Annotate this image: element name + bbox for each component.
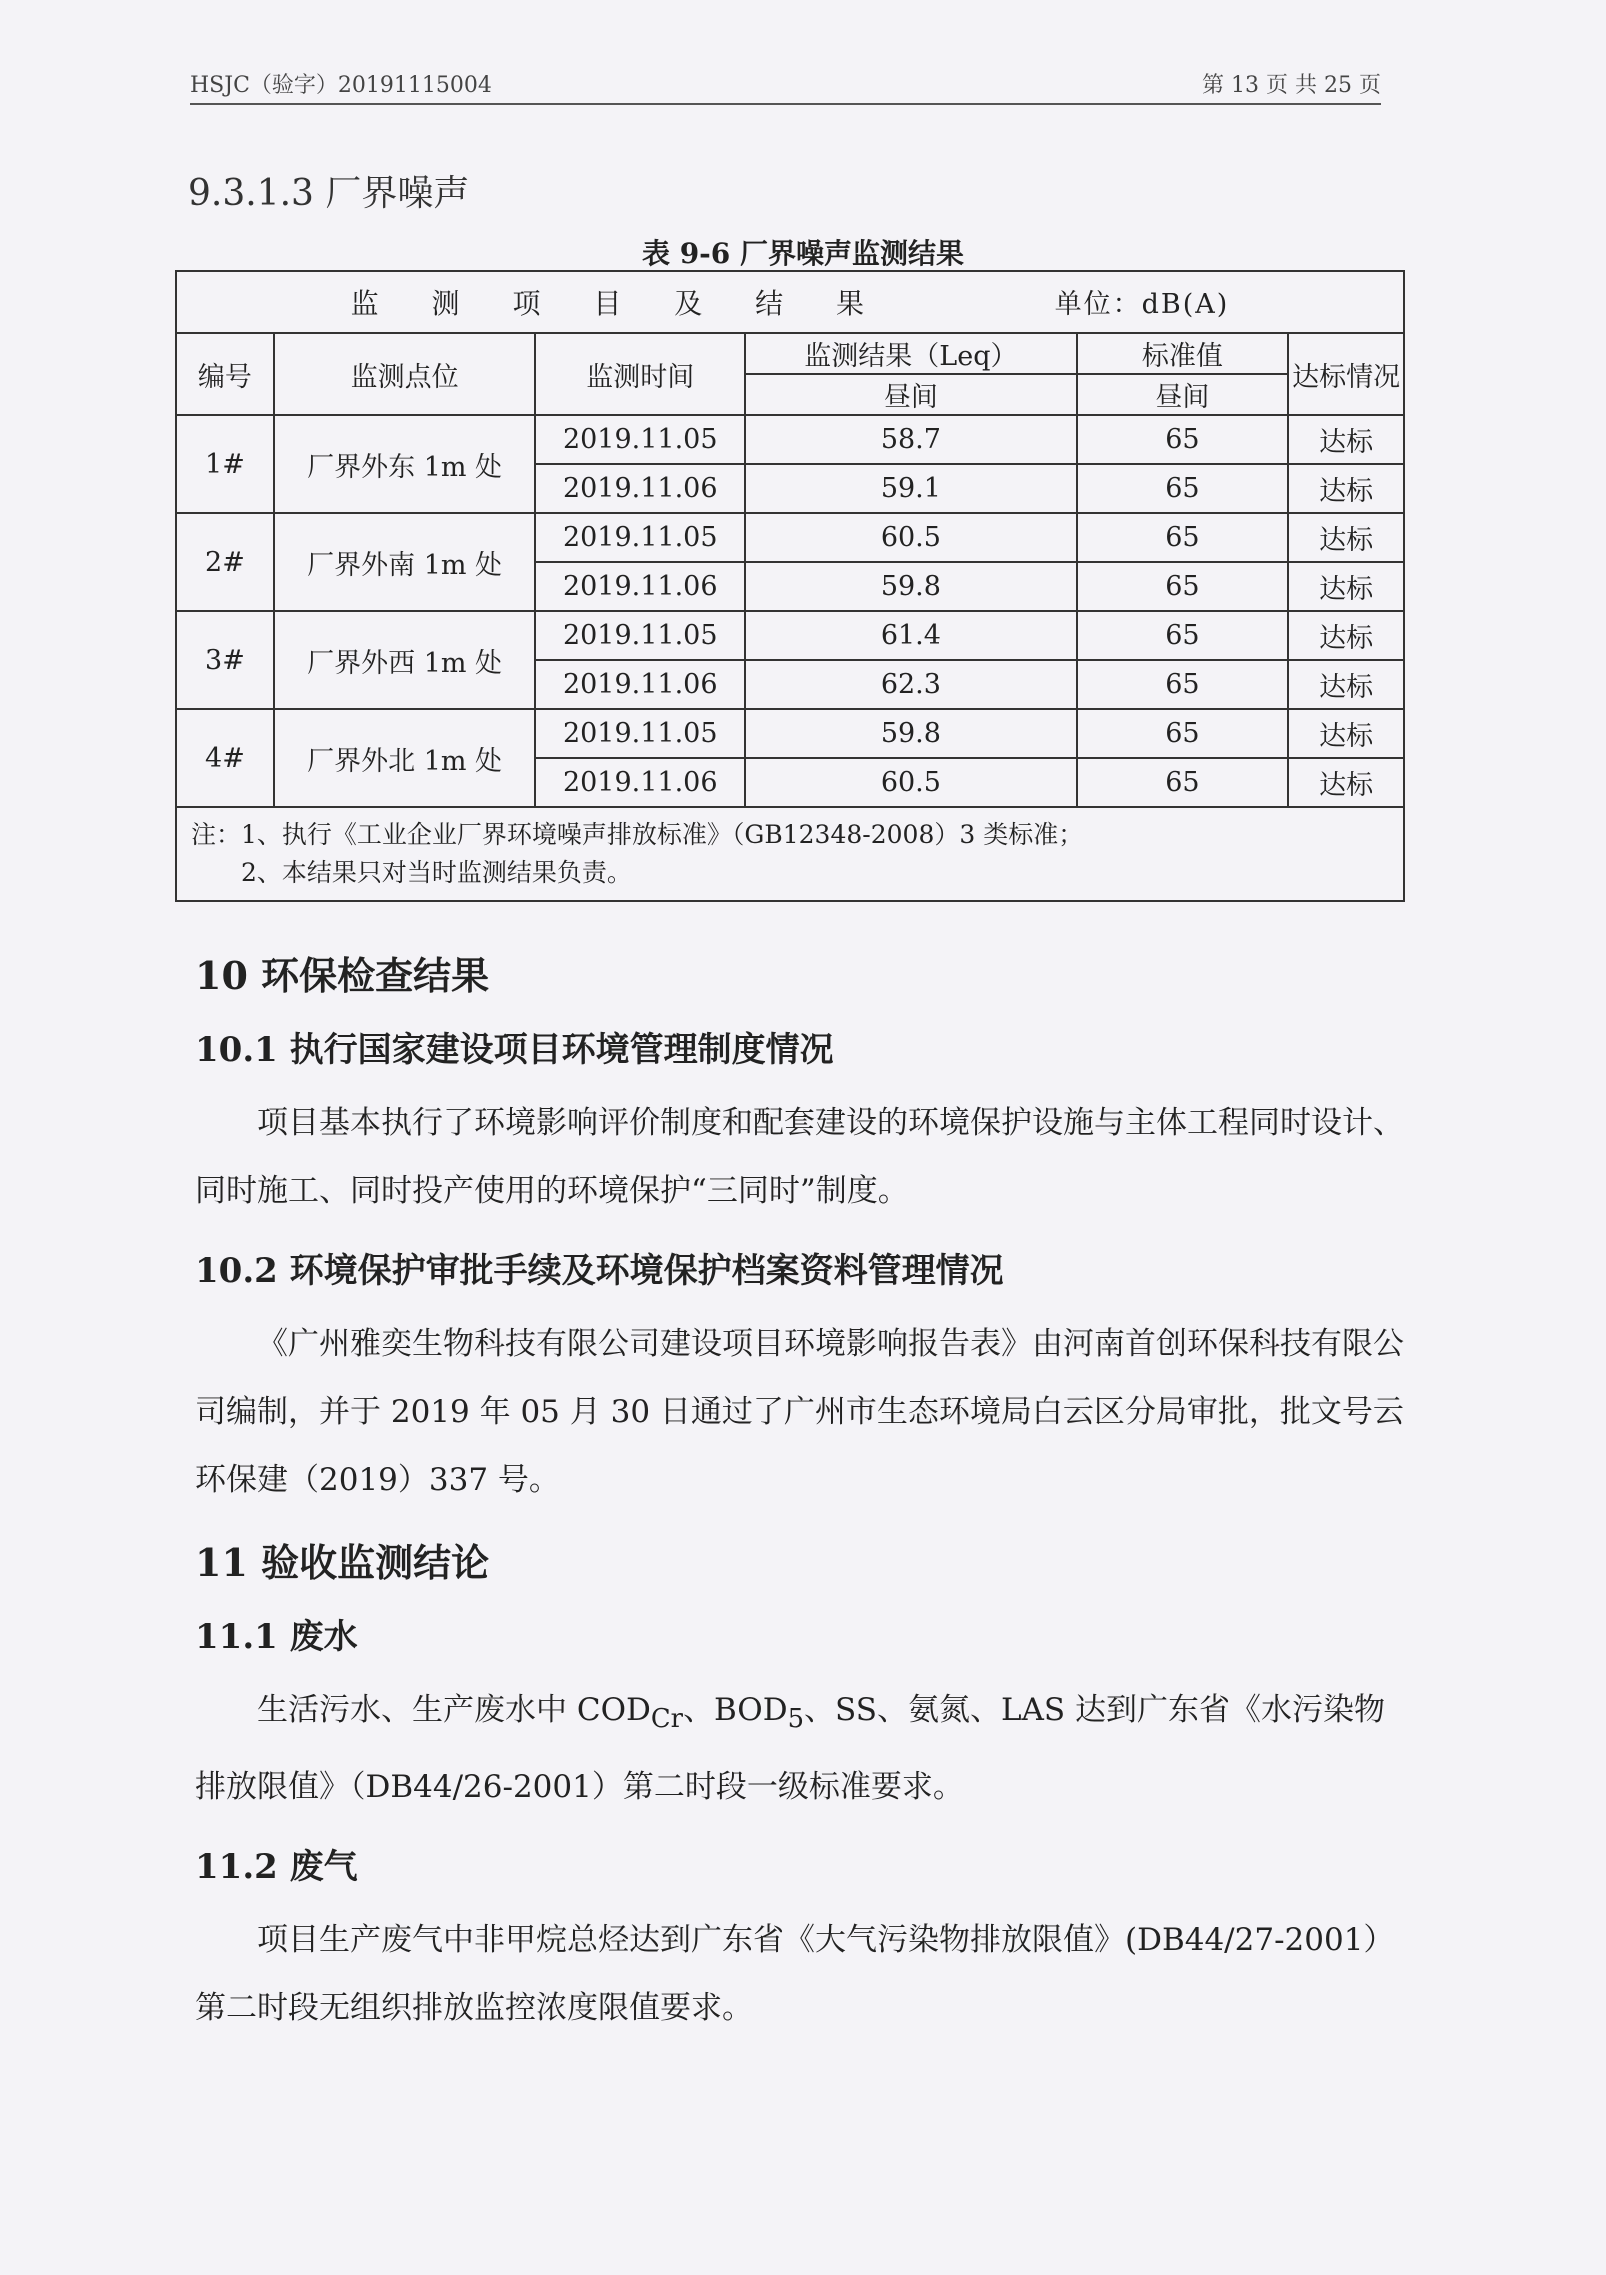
section-heading-11: 11 验收监测结论 xyxy=(195,1540,490,1585)
cell-status: 达标 xyxy=(1288,758,1404,807)
cell-result: 61.4 xyxy=(745,611,1076,660)
col-header-no: 编号 xyxy=(176,333,274,415)
cell-no: 2# xyxy=(176,513,274,611)
cell-standard: 65 xyxy=(1077,660,1289,709)
cell-point: 厂界外北 1m 处 xyxy=(274,709,535,807)
table-row xyxy=(176,415,1404,464)
cell-date: 2019.11.05 xyxy=(535,415,745,464)
paragraph-11-1-part-b: 、BOD xyxy=(682,1692,788,1728)
cell-result: 60.5 xyxy=(745,513,1076,562)
table-note-row xyxy=(176,807,1404,901)
cell-result: 60.5 xyxy=(745,758,1076,807)
cell-result: 59.1 xyxy=(745,464,1076,513)
col-subheader-day-standard: 昼间 xyxy=(1077,374,1289,415)
cell-standard: 65 xyxy=(1077,464,1289,513)
section-heading-10-1: 10.1 执行国家建设项目环境管理制度情况 xyxy=(195,1030,834,1070)
cell-date: 2019.11.06 xyxy=(535,758,745,807)
section-heading-10-2: 10.2 环境保护审批手续及环境保护档案资料管理情况 xyxy=(195,1251,1004,1291)
body-content xyxy=(195,945,1405,2060)
table-row xyxy=(176,611,1404,660)
cell-result: 62.3 xyxy=(745,660,1076,709)
paragraph-11-1-part-c: 、SS、氨氮、LAS 达到广东省《水污染物排放限值》（DB44/26-2001）第二时段一级标准要求。 xyxy=(195,1692,1386,1806)
cell-standard: 65 xyxy=(1077,513,1289,562)
table-title-row xyxy=(176,271,1404,333)
cell-standard: 65 xyxy=(1077,415,1289,464)
table-caption: 表 9-6 厂界噪声监测结果 xyxy=(641,237,965,270)
cell-point: 厂界外南 1m 处 xyxy=(274,513,535,611)
subscript-cr: Cr xyxy=(650,1704,683,1735)
cell-no: 3# xyxy=(176,611,274,709)
cell-point: 厂界外东 1m 处 xyxy=(274,415,535,513)
paragraph-11-1 xyxy=(195,1676,1405,1821)
subscript-5: 5 xyxy=(787,1704,805,1735)
cell-standard: 65 xyxy=(1077,611,1289,660)
paragraph-10-1: 项目基本执行了环境影响评价制度和配套建设的环境保护设施与主体工程同时设计、同时施工、同时投产使用的环境保护“三同时”制度。 xyxy=(195,1105,1404,1209)
paragraph-10-2: 《广州雅奕生物科技有限公司建设项目环境影响报告表》由河南首创环保科技有限公司编制，并于 2019 年 05 月 30 日通过了广州市生态环境局白云区分局审批，批文号云环保建（2019）337 号。 xyxy=(195,1326,1404,1498)
cell-status: 达标 xyxy=(1288,415,1404,464)
section-heading-9-3-1-3: 9.3.1.3 厂界噪声 xyxy=(188,173,470,214)
section-heading-11-1: 11.1 废水 xyxy=(195,1617,358,1657)
cell-date: 2019.11.06 xyxy=(535,660,745,709)
cell-result: 59.8 xyxy=(745,562,1076,611)
cell-standard: 65 xyxy=(1077,758,1289,807)
cell-status: 达标 xyxy=(1288,562,1404,611)
cell-status: 达标 xyxy=(1288,611,1404,660)
section-heading-10: 10 环保检查结果 xyxy=(195,953,490,998)
col-header-standard: 标准值 xyxy=(1077,333,1289,374)
cell-result: 59.8 xyxy=(745,709,1076,758)
cell-no: 1# xyxy=(176,415,274,513)
table-note-2: 2、本结果只对当时监测结果负责。 xyxy=(241,858,632,887)
col-subheader-day-result: 昼间 xyxy=(745,374,1076,415)
table-row xyxy=(176,709,1404,758)
cell-standard: 65 xyxy=(1077,709,1289,758)
cell-standard: 65 xyxy=(1077,562,1289,611)
cell-date: 2019.11.05 xyxy=(535,611,745,660)
cell-status: 达标 xyxy=(1288,660,1404,709)
noise-table-container xyxy=(175,270,1405,902)
table-note-1: 注：1、执行《工业企业厂界环境噪声排放标准》（GB12348-2008）3 类标准； xyxy=(191,820,1084,849)
cell-status: 达标 xyxy=(1288,709,1404,758)
cell-date: 2019.11.06 xyxy=(535,464,745,513)
document-number: HSJC（验字）20191115004 xyxy=(190,73,492,98)
paragraph-11-1-part-a: 生活污水、生产废水中 COD xyxy=(257,1692,651,1728)
cell-status: 达标 xyxy=(1288,464,1404,513)
col-header-point: 监测点位 xyxy=(274,333,535,415)
cell-status: 达标 xyxy=(1288,513,1404,562)
cell-result: 58.7 xyxy=(745,415,1076,464)
col-header-status: 达标情况 xyxy=(1288,333,1404,415)
noise-results-table xyxy=(175,270,1405,902)
cell-date: 2019.11.05 xyxy=(535,513,745,562)
section-heading-11-2: 11.2 废气 xyxy=(195,1847,358,1888)
cell-date: 2019.11.05 xyxy=(535,709,745,758)
table-row xyxy=(176,513,1404,562)
page-header xyxy=(190,68,1381,105)
col-header-time: 监测时间 xyxy=(535,333,745,415)
page-number: 第 13 页 共 25 页 xyxy=(1202,73,1381,98)
table-title: 监 测 项 目 及 结 果 xyxy=(350,287,887,320)
table-unit: 单位：dB(A) xyxy=(1054,289,1230,320)
cell-point: 厂界外西 1m 处 xyxy=(274,611,535,709)
cell-no: 4# xyxy=(176,709,274,807)
cell-date: 2019.11.06 xyxy=(535,562,745,611)
header-row-1 xyxy=(176,333,1404,374)
col-header-result: 监测结果（Leq） xyxy=(745,333,1076,374)
paragraph-11-2: 项目生产废气中非甲烷总烃达到广东省《大气污染物排放限值》(DB44/27-2001）第二时段无组织排放监控浓度限值要求。 xyxy=(195,1922,1395,2027)
